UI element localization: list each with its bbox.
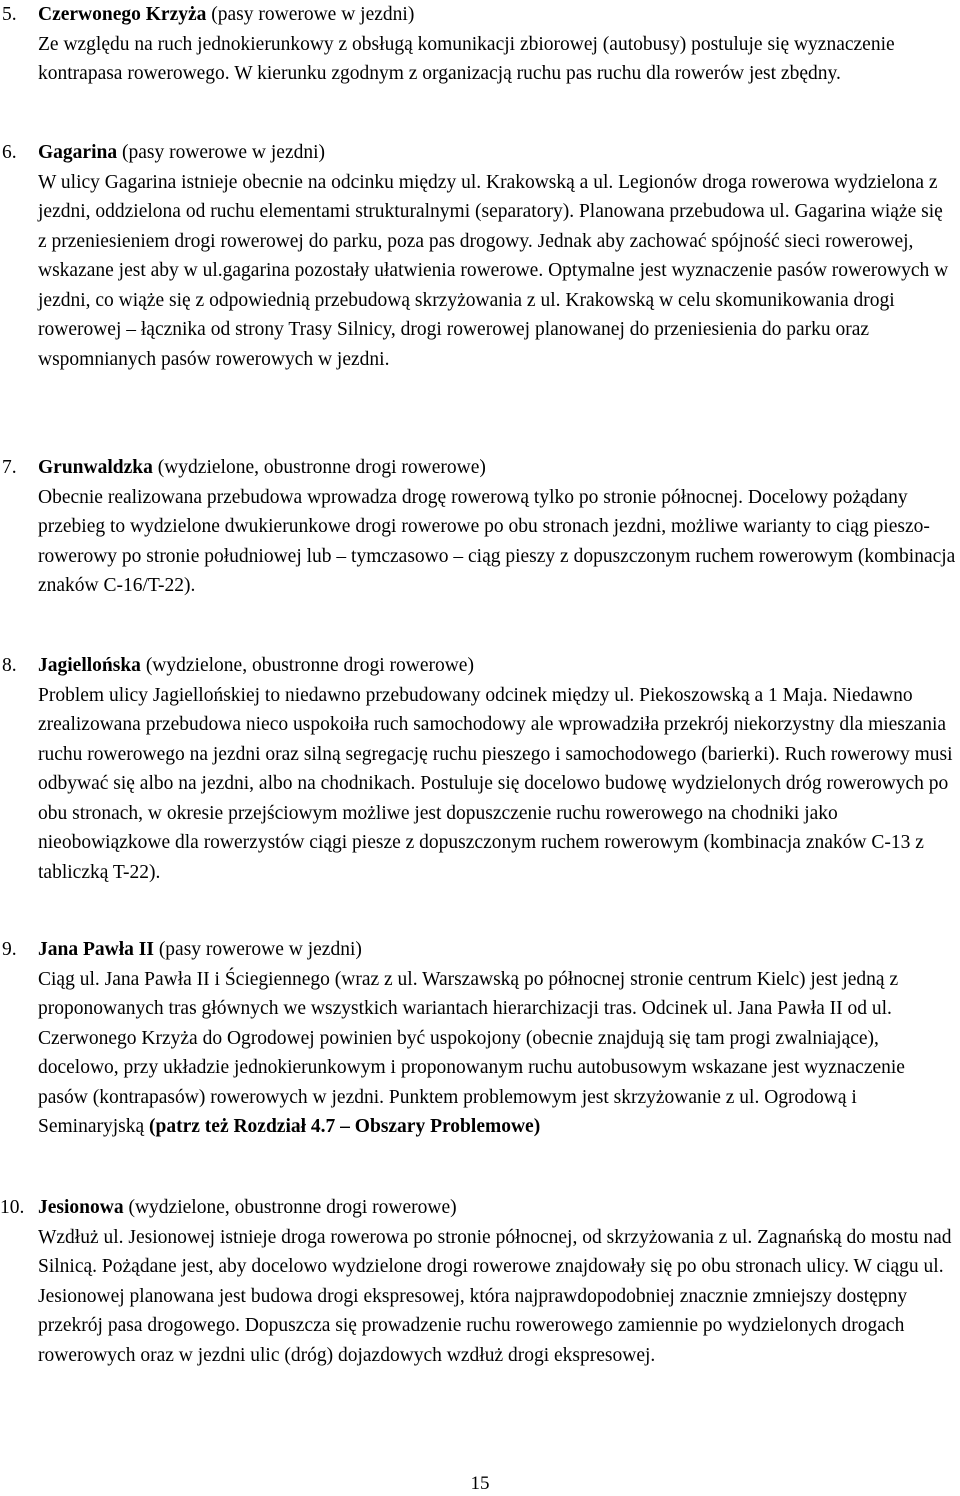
item-text: W ulicy Gagarina istnieje obecnie na odcinku między ul. Krakowską a ul. Legionów droga rowerowa wydzielona z jezdni, oddzielona od ruchu elementami strukturalnymi (separatory). Planowana przebudowa ul. Gagarina wiąże się z przeniesieniem drogi rowerowej do parku, poza pas drogowy. Jednak aby zachować spójność sieci rowerowej, wskazane jest aby w ul.gagarina pozostały ułatwienia rowerowe. Optymalne jest wyznaczenie pasów rowerowych w jezdni, co wiąże się z odpowiednią przebudową skrzyżowania z ul. Krakowską w celu skomunikowania drogi rowerowej – łącznika od strony Trasy Silnicy, drogi rowerowej planowanej do przeniesienia do parku oraz wspomnianych pasów rowerowych w jezdni. [38,171,949,370]
item-title: Jagiellońska [38,655,141,676]
item-heading [38,453,956,483]
item-title: Grunwaldzka [38,457,153,478]
item-heading [38,0,956,30]
item-number: 8. [2,655,17,676]
item-subtitle: (wydzielone, obustronne drogi rowerowe) [140,655,474,676]
item-text: Problem ulicy Jagiellońskiej to niedawno przebudowany odcinek między ul. Piekoszowską a 1 Maja. Niedawno zrealizowana przebudowa nieco uspokoiła ruch samochodowy ale wprowadziła przekrój niekorzystny dla mieszania ruchu rowerowego na jezdni oraz silną segregację ruchu pieszego i samochodowego (barierki). Ruch rowerowy musi odbywać się albo na jezdni, albo na chodnikach. Postuluje się docelowo budowę wydzielonych dróg rowerowych po obu stronach, w okresie przejściowym możliwe jest dopuszczenie ruchu rowerowego na chodniki jako nieobowiązkowe dla rowerzystów ciągi piesze z dopuszczonym ruchem rowerowym (kombinacja znaków C-13 z tabliczką T-22). [38,684,953,883]
item-title: Czerwonego Krzyża [38,4,207,25]
item-heading [38,935,956,965]
item-number: 7. [2,457,17,478]
item-text [38,965,956,1142]
item-title: Gagarina [38,142,118,163]
item-heading [38,651,956,681]
item-subtitle: (pasy rowerowe w jezdni) [206,4,415,25]
item-body [38,0,956,89]
item-number: 5. [2,4,17,25]
item-number: 9. [2,939,17,960]
item-subtitle: (wydzielone, obustronne drogi rowerowe) [152,457,486,478]
page-number: 15 [470,1473,490,1494]
item-title: Jana Pawła II [38,939,154,960]
item-subtitle: (wydzielone, obustronne drogi rowerowe) [123,1197,457,1218]
item-text-main: Ciąg ul. Jana Pawła II i Ściegiennego (wraz z ul. Warszawską po północnej stronie centrum Kielc) jest jedną z proponowanych tras głównych we wszystkich wariantach hierarchizacji tras. Odcinek ul. Jana Pawła II od ul. Czerwonego Krzyża do Ogrodowej powinien być uspokojony (obecnie znajdują się tam progi zwalniające), docelowo, przy układzie jednokierunkowym i proponowanym ruchu autobusowym wskazane jest wyznaczenie pasów (kontrapasów) rowerowych w jezdni. Punktem problemowym jest skrzyżowanie z ul. Ogrodową i Seminaryjską [38,968,905,1137]
item-text: Ze względu na ruch jednokierunkowy z obsługą komunikacji zbiorowej (autobusy) postuluje się wyznaczenie kontrapasa rowerowego. W kierunku zgodnym z organizacją ruchu pas ruchu dla rowerów jest zbędny. [38,33,895,84]
item-body [38,935,956,1142]
item-heading [38,138,956,168]
item-title: Jesionowa [38,1197,124,1218]
item-subtitle: (pasy rowerowe w jezdni) [153,939,362,960]
item-number: 10. [0,1197,25,1218]
item-body [38,1193,956,1370]
item-heading [38,1193,956,1223]
section-reference: (patrz też Rozdział 4.7 – Obszary Problemowe) [149,1116,541,1137]
item-subtitle: (pasy rowerowe w jezdni) [117,142,326,163]
item-text: Obecnie realizowana przebudowa wprowadza drogę rowerową tylko po stronie północnej. Docelowy pożądany przebieg to wydzielone dwukierunkowe drogi rowerowe po obu stronach jezdni, możliwe warianty to ciąg pieszo-rowerowy po stronie południowej lub – tymczasowo – ciąg pieszy z dopuszczonym ruchem rowerowym (kombinacja znaków C-16/T-22). [38,486,956,596]
item-body [38,651,956,887]
item-text: Wzdłuż ul. Jesionowej istnieje droga rowerowa po stronie północnej, od skrzyżowania z ul. Zagnańską do mostu nad Silnicą. Pożądane jest, aby docelowo wydzielone drogi rowerowe znajdowały się po obu stronach ulicy. W ciągu ul. Jesionowej planowana jest budowa drogi ekspresowej, która najprawdopodobniej znacznie zmniejszy dostępny przekrój pasa drogowego. Dopuszcza się prowadzenie ruchu rowerowego zamiennie po wydzielonych drogach rowerowych oraz w jezdni ulic (dróg) dojazdowych wzdłuż drogi ekspresowej. [38,1226,952,1366]
item-body [38,138,956,374]
item-number: 6. [2,142,17,163]
item-body [38,453,956,601]
